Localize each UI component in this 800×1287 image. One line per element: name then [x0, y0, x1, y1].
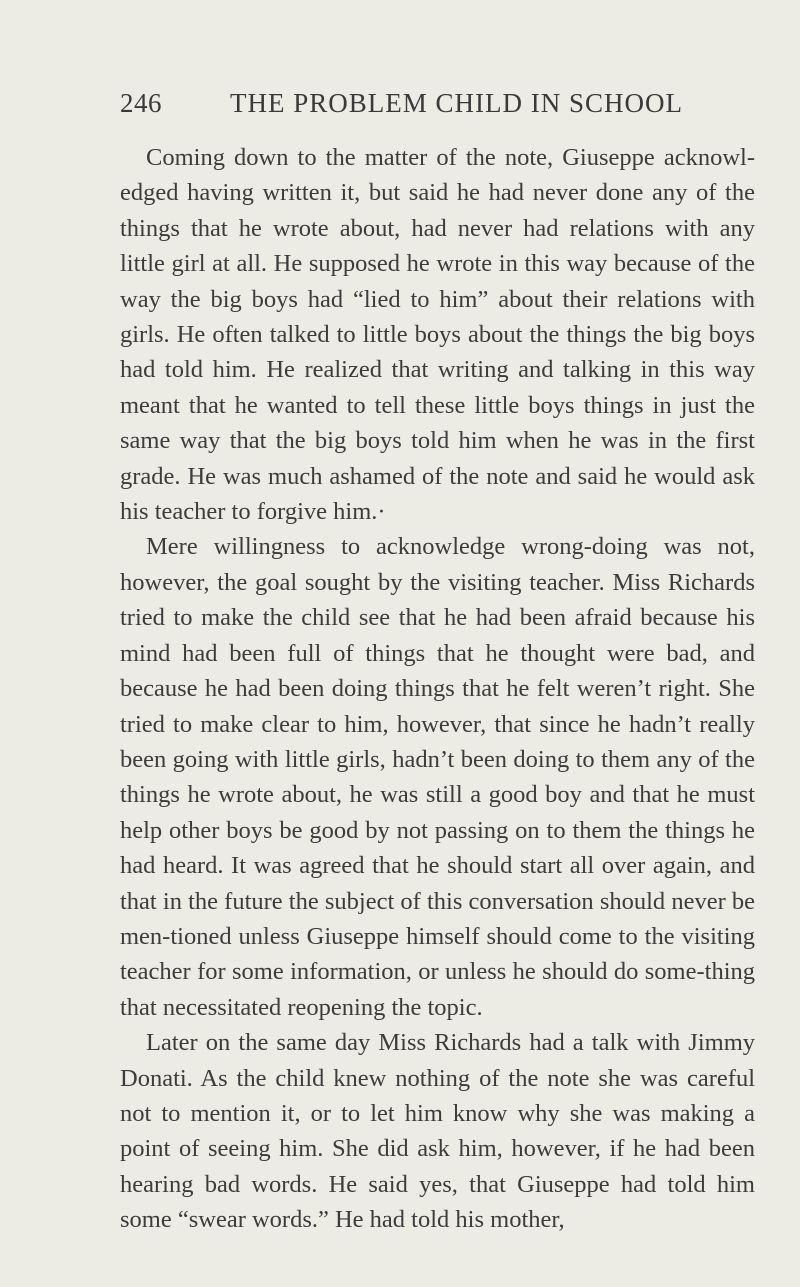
body-text — [120, 140, 755, 1238]
running-head — [120, 88, 684, 128]
paragraph-visiting-teacher-goal: Mere willingness to acknowledge wrong-doing was not, however, the goal sought by the visiting teacher. Miss Richards tried to make the child see that he had been afraid because his mind had been full of things that he thought were bad, and because he had been doing things that he felt weren’t right. She tried to make clear to him, however, that since he hadn’t really been going with little girls, hadn’t been doing to them any of the things he wrote about, he was still a good boy and that he must help other boys be good by not passing on to them the things he had heard. It was agreed that he should start all over again, and that in the future the subject of this conversation should never be men-tioned unless Giuseppe himself should come to the visiting teacher for some information, or unless he should do some-thing that necessitated reopening the topic. — [120, 533, 755, 1021]
page-number: 246 — [120, 88, 162, 118]
running-title: THE PROBLEM CHILD IN SCHOOL — [230, 88, 684, 118]
paragraph-giuseppe-acknowledges-note: Coming down to the matter of the note, Giuseppe acknowl-edged having written it, but said he had never done any of the things that he wrote about, had never had relations with any little girl at all. He supposed he wrote in this way because of the way the big boys had “lied to him” about their relations with girls. He often talked to little boys about the things the big boys had told him. He realized that writing and talking in this way meant that he wanted to tell these little boys things in just the same way that the big boys told him when he was in the first grade. He was much ashamed of the note and said he would ask his teacher to forgive him.· — [120, 144, 755, 526]
paragraph-talk-with-jimmy: Later on the same day Miss Richards had a talk with Jimmy Donati. As the child knew nothing of the note she was careful not to mention it, or to let him know why she was making a point of seeing him. She did ask him, however, if he had been hearing bad words. He said yes, that Giuseppe had told him some “swear words.” He had told his mother, — [120, 1029, 755, 1234]
